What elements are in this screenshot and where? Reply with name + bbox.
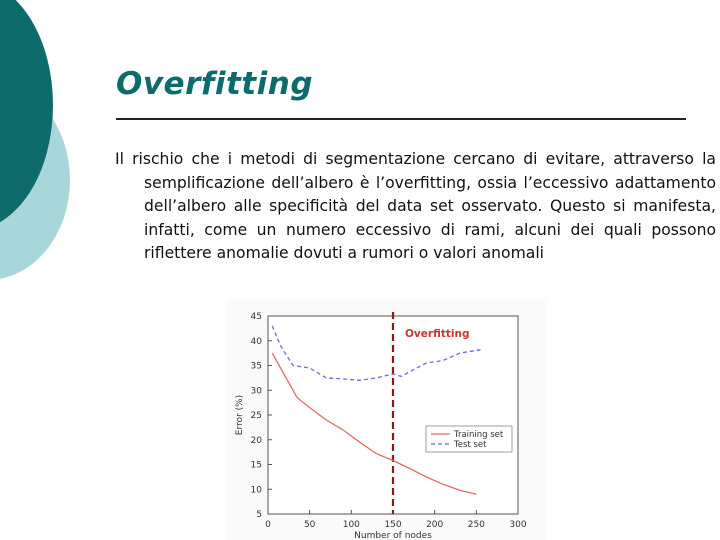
- slide-title: Overfitting: [116, 66, 314, 102]
- x-tick-label: 300: [509, 520, 527, 530]
- x-tick-label: 150: [384, 520, 402, 530]
- x-tick-label: 200: [426, 520, 444, 530]
- x-tick-label: 100: [342, 520, 360, 530]
- y-tick-label: 35: [250, 361, 262, 372]
- y-tick-label: 45: [250, 312, 262, 322]
- legend-label: Test set: [454, 440, 487, 450]
- x-tick-label: 50: [303, 520, 316, 530]
- error-chart-svg: [226, 300, 546, 540]
- y-tick-label: 10: [250, 485, 262, 496]
- x-tick-label: 250: [467, 520, 485, 530]
- error-chart: [226, 300, 546, 540]
- legend-label: Training set: [454, 430, 504, 440]
- y-tick-label: 5: [256, 510, 262, 520]
- y-tick-label: 40: [250, 336, 262, 347]
- y-tick-label: 25: [250, 411, 262, 421]
- x-axis-label: Number of nodes: [354, 531, 432, 540]
- x-tick-label: 0: [265, 520, 271, 530]
- slide-paragraph: Il rischio che i metodi di segmentazione cercano di evitare, attraverso la semplificazione dell’albero è l’overfitting, ossia l’eccessivo adattamento dell’albero alle specificità del data set osservato. Questo si manifesta, infatti, come un numero eccessivo di rami, alcuni dei quali possono riflettere anomalie dovuti a rumori o valori anomali: [115, 150, 716, 262]
- y-tick-label: 20: [250, 435, 262, 446]
- title-divider: [116, 118, 686, 120]
- overfitting-annotation: Overfitting: [405, 328, 470, 340]
- y-axis-label: Error (%): [235, 394, 245, 436]
- y-tick-label: 30: [250, 386, 262, 397]
- y-tick-label: 15: [250, 460, 262, 471]
